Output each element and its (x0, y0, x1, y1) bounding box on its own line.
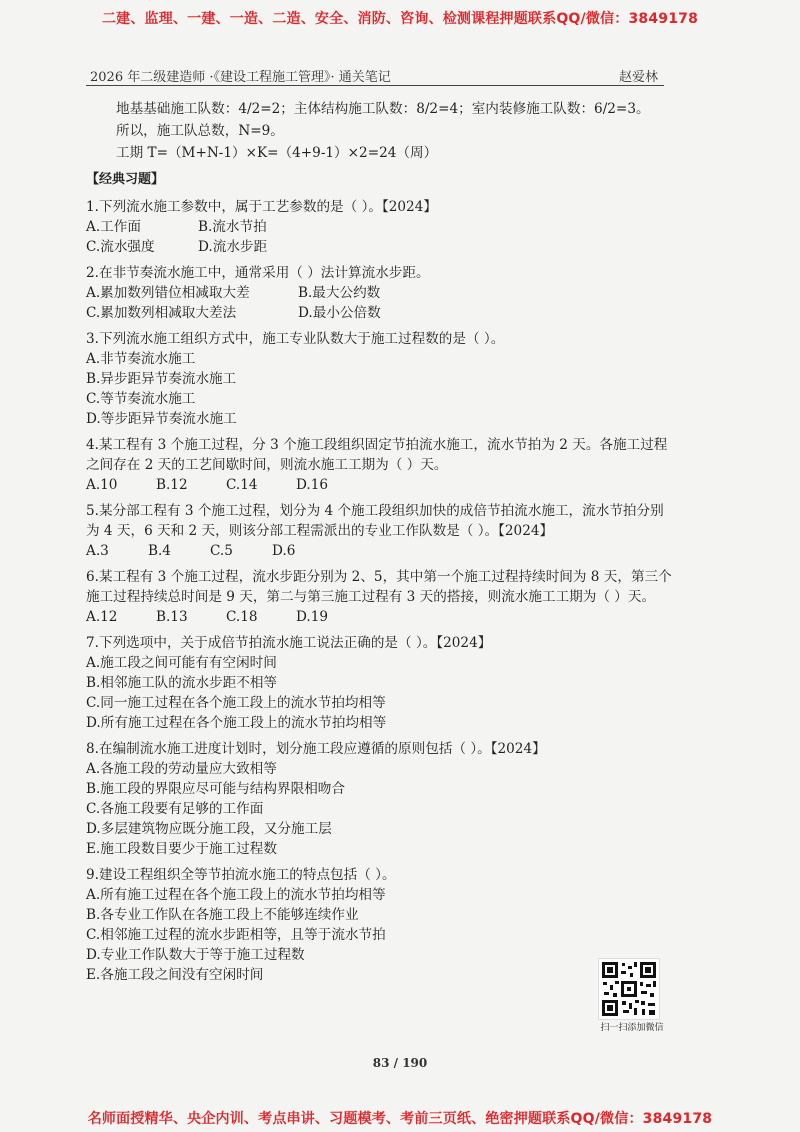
option: C.18 (226, 609, 258, 625)
option: B.相邻施工队的流水步距不相等 (86, 675, 278, 691)
option: A.10 (86, 477, 118, 493)
question-stem: 9.建设工程组织全等节拍流水施工的特点包括（ ）。 (86, 867, 396, 883)
option: C.流水强度 (86, 239, 155, 255)
calculation-block (86, 98, 686, 164)
option: C.各施工段要有足够的工作面 (86, 801, 264, 817)
option: D.16 (296, 477, 329, 493)
question-7 (86, 633, 686, 733)
option: A.所有施工过程在各个施工段上的流水节拍均相等 (86, 887, 386, 903)
promo-banner-top: 二建、监理、一建、一造、二造、安全、消防、咨询、检测课程押题联系QQ/微信：3849178 (101, 11, 699, 27)
promo-banner-bottom: 名师面授精华、央企内训、考点串讲、习题模考、考前三页纸、绝密押题联系QQ/微信：3849178 (87, 1111, 713, 1127)
question-stem: 6.某工程有 3 个施工过程，流水步距分别为 2、5，其中第一个施工过程持续时间为 8 天，第三个施工过程持续总时间是 9 天，第二与第三施工过程有 3 天的搭接，则流水施工工期为（ ）天。 (86, 569, 672, 605)
option: B.流水节拍 (198, 219, 267, 235)
options-row (86, 217, 686, 237)
option: A.施工段之间可能有有空闲时间 (86, 655, 277, 671)
question-stem: 7.下列选项中，关于成倍节拍流水施工说法正确的是（ ）。【2024】 (86, 635, 492, 651)
option: B.各专业工作队在各施工段上不能够连续作业 (86, 907, 359, 923)
option: D.最小公倍数 (298, 305, 381, 321)
question-3 (86, 329, 686, 429)
qr-caption: 扫一扫添加微信 (600, 1023, 664, 1033)
option: D.6 (272, 543, 296, 559)
option: D.19 (296, 609, 329, 625)
page-header (86, 63, 664, 86)
question-6 (86, 567, 686, 627)
qr-code-icon (598, 958, 660, 1020)
question-1 (86, 197, 686, 257)
option: A.各施工段的劳动量应大致相等 (86, 761, 277, 777)
option: B.异步距异节奏流水施工 (86, 371, 237, 387)
option: A.累加数列错位相减取大差 (86, 285, 250, 301)
question-stem: 2.在非节奏流水施工中，通常采用（ ）法计算流水步距。 (86, 265, 430, 281)
option: C.累加数列相减取大差法 (86, 305, 237, 321)
question-stem: 1.下列流水施工参数中，属于工艺参数的是（ ）。【2024】 (86, 199, 437, 215)
option: D.所有施工过程在各个施工段上的流水节拍均相等 (86, 715, 387, 731)
calc-line: 工期 T=（M+N-1）×K=（4+9-1）×2=24（周） (116, 145, 438, 161)
question-5 (86, 501, 686, 561)
option: D.流水步距 (198, 239, 268, 255)
calc-line: 所以，施工队总数，N=9。 (116, 123, 284, 139)
page-content (86, 98, 686, 985)
question-2 (86, 263, 686, 323)
header-title: 2026 年二级建造师 ·《建设工程施工管理》· 通关笔记 (90, 70, 391, 85)
option: E.施工段数目要少于施工过程数 (86, 841, 277, 857)
option: B.4 (148, 543, 171, 559)
option: C.5 (210, 543, 233, 559)
option: C.等节奏流水施工 (86, 391, 196, 407)
option: B.施工段的界限应尽可能与结构界限相吻合 (86, 781, 345, 797)
option: B.最大公约数 (298, 285, 381, 301)
question-stem: 8.在编制流水施工进度计划时，划分施工段应遵循的原则包括（ ）。【2024】 (86, 741, 546, 757)
options-row (86, 541, 686, 561)
question-stem: 3.下列流水施工组织方式中，施工专业队数大于施工过程数的是（ ）。 (86, 331, 505, 347)
option: B.13 (156, 609, 188, 625)
question-8 (86, 739, 686, 859)
option: C.同一施工过程在各个施工段上的流水节拍均相等 (86, 695, 386, 711)
option: B.12 (156, 477, 188, 493)
option: C.相邻施工过程的流水步距相等，且等于流水节拍 (86, 927, 386, 943)
section-title: 【经典习题】 (86, 172, 165, 187)
option: D.多层建筑物应既分施工段，又分施工层 (86, 821, 332, 837)
page-number: 83 / 190 (372, 1056, 428, 1070)
option: A.12 (86, 609, 118, 625)
question-stem: 5.某分部工程有 3 个施工过程，划分为 4 个施工段组织加快的成倍节拍流水施工，流水节拍分别为 4 天，6 天和 2 天，则该分部工程需派出的专业工作队数是（ ）。【2024】 (86, 503, 664, 539)
option: D.等步距异节奏流水施工 (86, 411, 237, 427)
option: A.非节奏流水施工 (86, 351, 196, 367)
options-row (86, 237, 686, 257)
option: E.各施工段之间没有空闲时间 (86, 967, 264, 983)
question-9 (86, 865, 686, 985)
options-row (86, 303, 686, 323)
option: A.3 (86, 543, 109, 559)
option: A.工作面 (86, 219, 141, 235)
question-stem: 4.某工程有 3 个施工过程，分 3 个施工段组织固定节拍流水施工，流水节拍为 2 天。各施工过程之间存在 2 天的工艺间歇时间，则流水施工工期为（ ）天。 (86, 437, 668, 473)
calc-line: 地基基础施工队数：4/2=2；主体结构施工队数：8/2=4；室内装修施工队数：6/2=3。 (116, 101, 650, 117)
question-4 (86, 435, 686, 495)
options-row (86, 283, 686, 303)
option: D.专业工作队数大于等于施工过程数 (86, 947, 305, 963)
option: C.14 (226, 477, 258, 493)
options-row (86, 607, 686, 627)
options-row (86, 475, 686, 495)
header-author: 赵爱林 (618, 70, 658, 85)
